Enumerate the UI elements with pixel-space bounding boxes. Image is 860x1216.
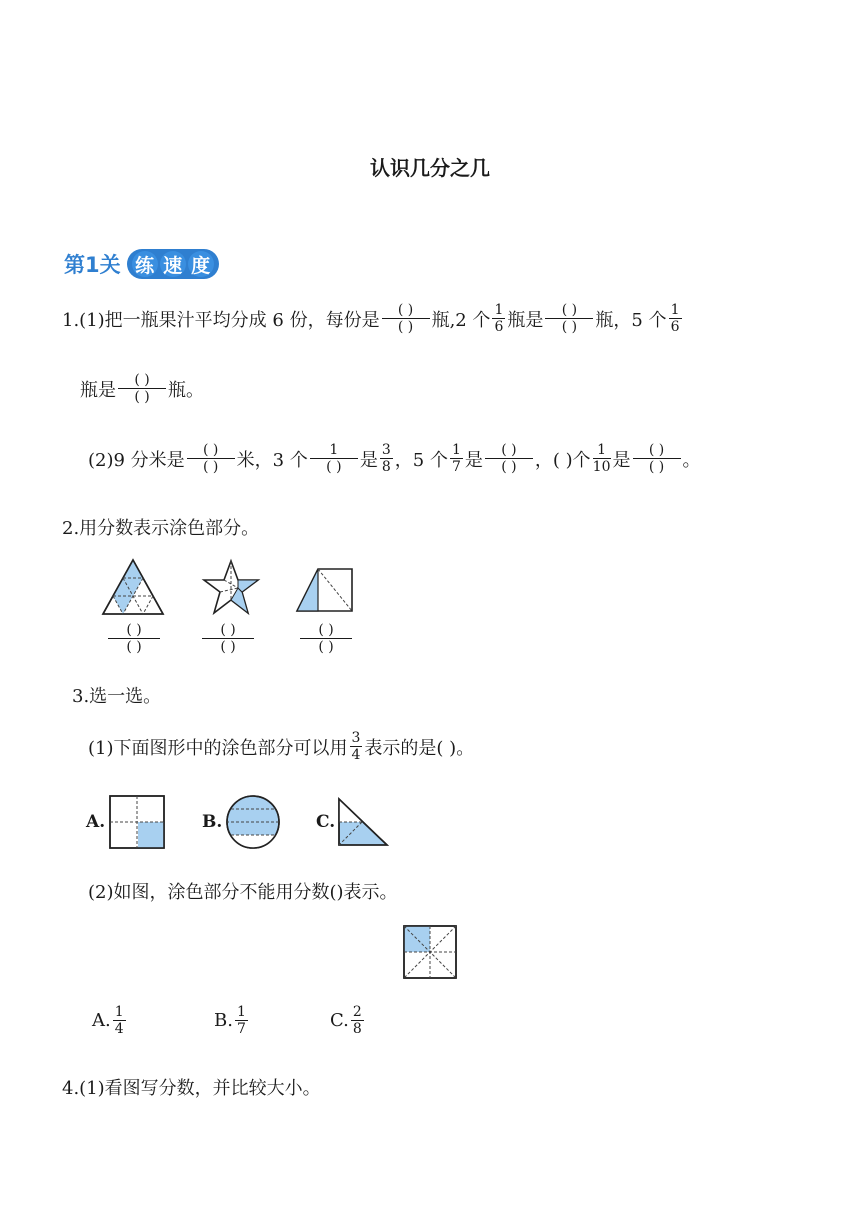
q2-blank-2[interactable]	[200, 622, 256, 655]
option-a-label[interactable]: A.	[86, 812, 106, 832]
q1-text: 是	[359, 449, 378, 471]
option-label: A.	[92, 1010, 111, 1031]
blank-denominator: ( )	[648, 459, 665, 475]
level-label: 第1关	[64, 253, 121, 277]
blank-fraction[interactable]	[633, 442, 681, 475]
q1-text: 米，3 个	[236, 449, 308, 471]
badge-char-3: 度	[188, 251, 214, 277]
blank-denominator: ( )	[318, 639, 334, 655]
q3-text: 表示的是( )。	[364, 737, 475, 759]
denominator: 6	[670, 319, 680, 335]
numerator: 2	[352, 1004, 362, 1020]
q2-blank-3[interactable]	[298, 622, 354, 655]
fraction	[350, 730, 363, 763]
level-badge	[127, 249, 219, 279]
blank-fraction[interactable]	[485, 442, 533, 475]
numerator: 1	[597, 442, 607, 458]
denominator: 4	[351, 747, 361, 763]
option-c[interactable]	[330, 1004, 366, 1037]
denominator: 4	[114, 1021, 124, 1037]
fraction[interactable]	[310, 442, 358, 475]
numerator: 3	[381, 442, 391, 458]
q4-text: 4.(1)看图写分数，并比较大小。	[62, 1078, 321, 1099]
option-a[interactable]	[92, 1004, 128, 1037]
q3-part2-text: (2)如图，涂色部分不能用分数()表示。	[88, 882, 398, 903]
fraction	[669, 302, 682, 335]
blank-denominator: ( )	[220, 639, 236, 655]
blank-numerator: ( )	[397, 302, 414, 318]
blank-denominator: ( )	[501, 459, 517, 475]
q1-text: 是	[464, 449, 483, 471]
fraction	[593, 442, 611, 475]
option-label: C.	[330, 1010, 349, 1031]
numerator: 1	[494, 302, 504, 318]
page-title: 认识几分之几	[370, 156, 490, 180]
numerator: 1	[236, 1004, 246, 1020]
fraction	[450, 442, 463, 475]
blank-numerator: ( )	[202, 442, 219, 458]
q1-text[interactable]: ，( )个	[534, 449, 591, 471]
denominator: 10	[592, 459, 611, 475]
q2-text: 2.用分数表示涂色部分。	[62, 518, 260, 539]
q1-text: ，5 个	[394, 449, 448, 471]
numerator: 1	[451, 442, 461, 458]
blank-numerator: ( )	[561, 302, 578, 318]
level-header	[64, 248, 219, 280]
denominator: 7	[236, 1021, 246, 1037]
numerator: 3	[351, 730, 361, 746]
denominator: 8	[352, 1021, 362, 1037]
blank-fraction[interactable]	[187, 442, 235, 475]
blank-denominator: ( )	[397, 319, 414, 335]
q1-text: 瓶是	[80, 379, 116, 401]
blank-numerator: ( )	[648, 442, 665, 458]
blank-fraction[interactable]	[382, 302, 430, 335]
blank-numerator: ( )	[318, 622, 334, 638]
octant-square-figure	[402, 924, 458, 980]
option-b[interactable]	[214, 1004, 250, 1037]
option-c-label[interactable]: C.	[316, 812, 336, 832]
right-triangle-figure[interactable]	[336, 796, 390, 848]
q1-text: (2)9 分米是	[88, 449, 185, 471]
q1-text: 瓶。	[168, 379, 204, 401]
blank-numerator: ( )	[220, 622, 236, 638]
q3-text: 3.选一选。	[72, 686, 162, 707]
numerator: 1	[114, 1004, 124, 1020]
q1-text: 瓶是	[507, 309, 544, 331]
star-figure	[200, 558, 262, 618]
q3-text: (1)下面图形中的涂色部分可以用	[88, 737, 348, 759]
q1-part2-line	[88, 442, 701, 475]
q2-blank-1[interactable]	[106, 622, 162, 655]
blank-denominator: ( )	[134, 389, 150, 405]
q1-text: 1.(1)把一瓶果汁平均分成 6 份，每份是	[62, 309, 380, 331]
numerator: 1	[670, 302, 680, 318]
q1-part1-line2	[80, 372, 204, 405]
badge-char-1: 练	[132, 251, 158, 277]
numerator: 1	[329, 442, 339, 458]
blank-fraction[interactable]	[118, 372, 166, 405]
q1-text: 瓶，5 个	[595, 309, 667, 331]
triangle-figure	[100, 558, 166, 618]
circle-figure[interactable]	[224, 794, 282, 850]
badge-char-2: 速	[160, 251, 186, 277]
q3-part1-line	[88, 730, 474, 763]
blank-fraction[interactable]	[545, 302, 593, 335]
q1-text: 瓶,2 个	[431, 309, 491, 331]
square-figure[interactable]	[108, 794, 166, 850]
fraction	[380, 442, 393, 475]
q1-part1-line1	[62, 302, 684, 335]
denominator: 6	[494, 319, 504, 335]
blank-numerator: ( )	[501, 442, 517, 458]
denominator: 7	[451, 459, 461, 475]
trapezoid-figure	[294, 566, 356, 614]
blank-numerator: ( )	[134, 372, 150, 388]
q1-text: 。	[682, 449, 701, 471]
denominator: 8	[381, 459, 391, 475]
q1-text: 是	[612, 449, 631, 471]
blank-numerator: ( )	[126, 622, 142, 638]
blank-denominator: ( )	[126, 639, 142, 655]
option-label: B.	[214, 1010, 233, 1031]
denominator: ( )	[326, 459, 342, 475]
option-b-label[interactable]: B.	[202, 812, 223, 832]
fraction	[492, 302, 505, 335]
blank-denominator: ( )	[202, 459, 219, 475]
blank-denominator: ( )	[561, 319, 578, 335]
